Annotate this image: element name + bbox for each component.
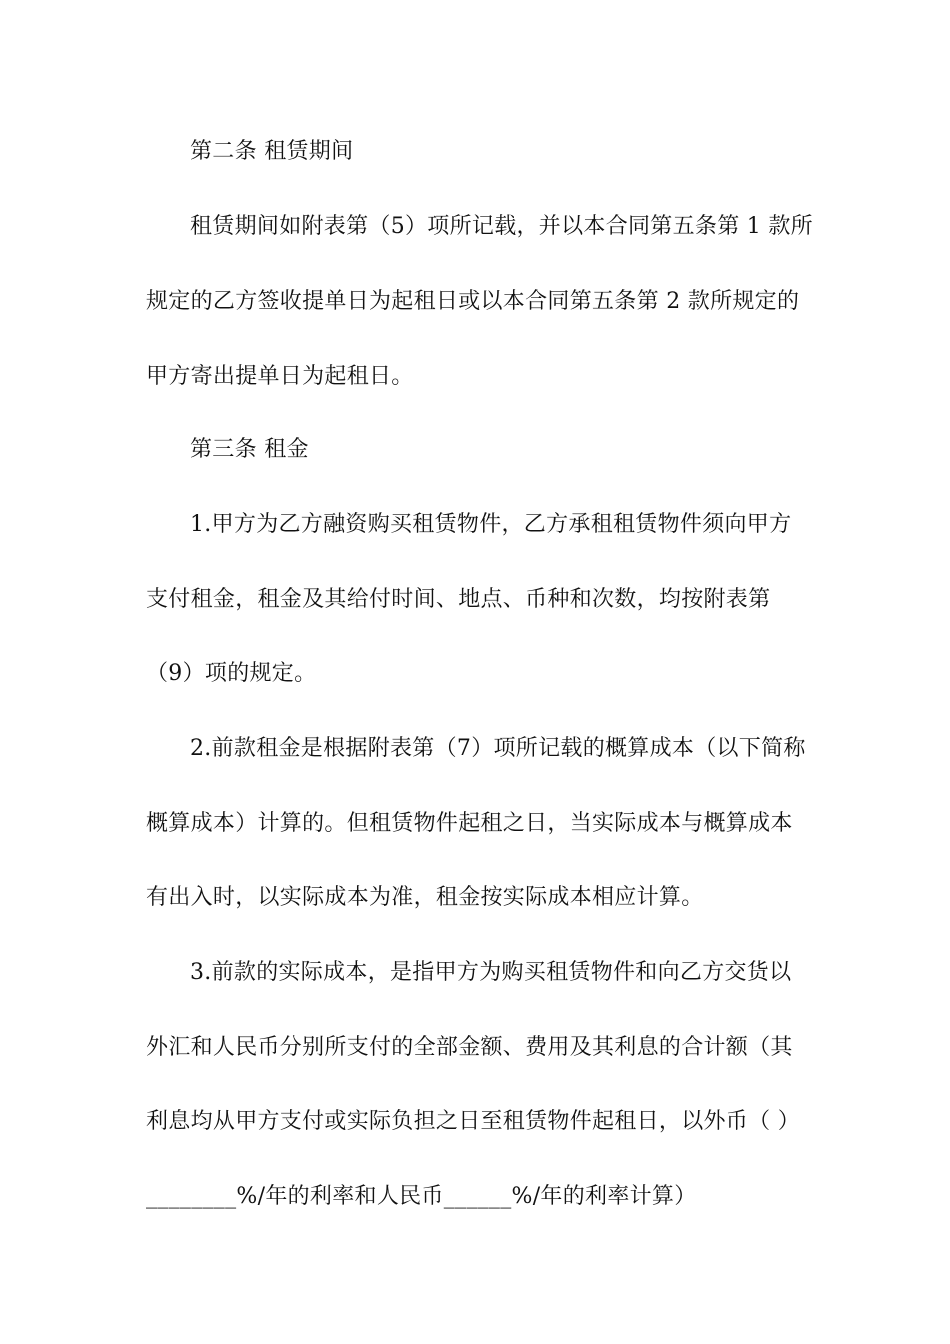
clause-3-line-2: 外汇和人民币分别所支付的全部金额、费用及其利息的合计额（其 xyxy=(146,1035,793,1060)
clause-2-line-2: 概算成本）计算的。但租赁物件起租之日，当实际成本与概算成本 xyxy=(146,811,793,836)
clause-1-line-1: 1.甲方为乙方融资购买租赁物件，乙方承租租赁物件须向甲方 xyxy=(190,512,792,537)
clause-2-line-3: 有出入时，以实际成本为准，租金按实际成本相应计算。 xyxy=(146,885,704,910)
clause-2-line-1: 2.前款租金是根据附表第（7）项所记载的概算成本（以下简称 xyxy=(190,736,806,761)
article-2-paragraph-line-2: 规定的乙方签收提单日为起租日或以本合同第五条第 2 款所规定的 xyxy=(146,289,800,314)
clause-1-line-3: （9）项的规定。 xyxy=(146,661,317,686)
article-2-heading: 第二条 租赁期间 xyxy=(190,139,354,164)
clause-3-line-3: 利息均从甲方支付或实际负担之日至租赁物件起租日，以外币（ ） xyxy=(146,1109,800,1134)
article-2-paragraph-line-1: 租赁期间如附表第（5）项所记载，并以本合同第五条第 1 款所 xyxy=(190,214,813,239)
clause-1-line-2: 支付租金，租金及其给付时间、地点、币种和次数，均按附表第 xyxy=(146,587,771,612)
clause-3-line-4: ________%/年的利率和人民币______%/年的利率计算） xyxy=(146,1184,697,1209)
article-3-heading: 第三条 租金 xyxy=(190,437,309,462)
clause-3-line-1: 3.前款的实际成本，是指甲方为购买租赁物件和向乙方交货以 xyxy=(190,960,792,985)
article-2-paragraph-line-3: 甲方寄出提单日为起租日。 xyxy=(146,364,414,389)
